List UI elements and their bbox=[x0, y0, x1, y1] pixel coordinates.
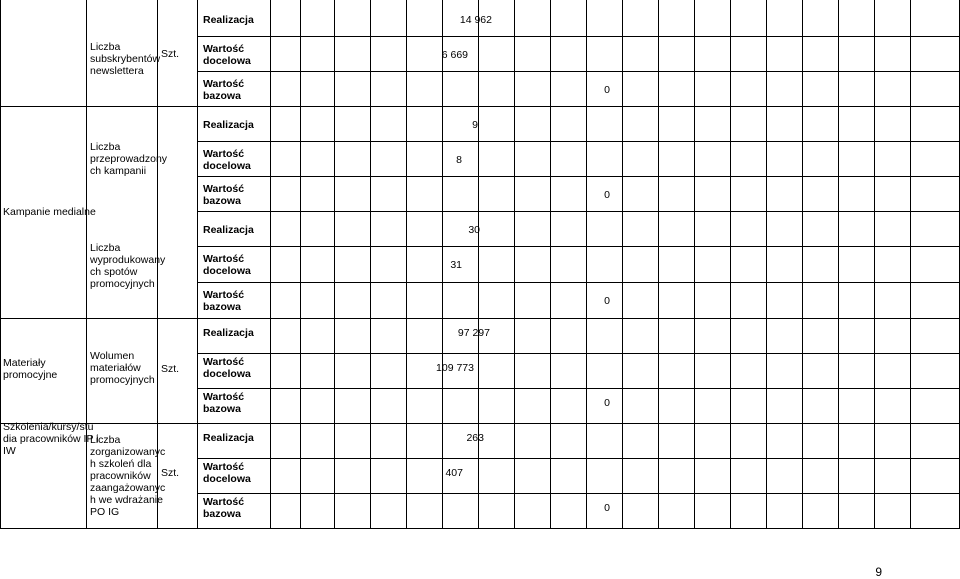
indicator-szkolenia: Liczba zorganizowanyc h szkoleń dla pracowników zaangażowanyc h we wdrażanie PO IG bbox=[90, 434, 166, 518]
category-materialy: Materiały promocyjne bbox=[3, 357, 58, 381]
docelowa-value: 109 773 bbox=[436, 362, 474, 374]
bazowa-label: Wartość bazowa bbox=[203, 183, 245, 207]
realizacja-label: Realizacja bbox=[203, 327, 254, 339]
docelowa-label: Wartość docelowa bbox=[203, 43, 251, 67]
realizacja-value: 14 962 bbox=[459, 14, 492, 26]
unit-newsletter: Szt. bbox=[161, 48, 180, 60]
category-szkolenia: Szkolenia/kursy/stu dia pracowników IP i IW bbox=[3, 421, 99, 457]
bazowa-value: 0 bbox=[604, 189, 610, 201]
realizacja-label: Realizacja bbox=[203, 119, 254, 131]
realizacja-value: 97 297 bbox=[457, 327, 490, 339]
docelowa-value: 6 669 bbox=[441, 49, 468, 61]
docelowa-value: 31 bbox=[450, 259, 462, 271]
indicator-wolumen: Wolumen materiałów promocyjnych bbox=[90, 350, 155, 386]
realizacja-label: Realizacja bbox=[203, 224, 254, 236]
docelowa-label: Wartość docelowa bbox=[203, 253, 251, 277]
bazowa-label: Wartość bazowa bbox=[203, 78, 245, 102]
bazowa-value: 0 bbox=[604, 397, 610, 409]
bazowa-label: Wartość bazowa bbox=[203, 289, 245, 313]
category-kampanie-medialne: Kampanie medialne bbox=[3, 206, 96, 218]
bazowa-value: 0 bbox=[604, 84, 610, 96]
bazowa-value: 0 bbox=[604, 502, 610, 514]
bazowa-label: Wartość bazowa bbox=[203, 496, 245, 520]
realizacja-value: 30 bbox=[468, 224, 480, 236]
realizacja-value: 263 bbox=[466, 432, 484, 444]
realizacja-value: 9 bbox=[472, 119, 478, 131]
unit-szkolenia: Szt. bbox=[161, 467, 180, 479]
bazowa-value: 0 bbox=[604, 295, 610, 307]
realizacja-label: Realizacja bbox=[203, 432, 254, 444]
docelowa-value: 407 bbox=[445, 467, 463, 479]
docelowa-value: 8 bbox=[456, 154, 462, 166]
docelowa-label: Wartość docelowa bbox=[203, 356, 251, 380]
indicator-spoty: Liczba wyprodukowany ch spotów promocyjnych bbox=[90, 242, 166, 290]
docelowa-label: Wartość docelowa bbox=[203, 461, 251, 485]
realizacja-label: Realizacja bbox=[203, 14, 254, 26]
indicator-newsletter: Liczba subskrybentów newslettera bbox=[90, 41, 161, 77]
bazowa-label: Wartość bazowa bbox=[203, 391, 245, 415]
unit-wolumen: Szt. bbox=[161, 363, 180, 375]
indicator-kampanie: Liczba przeprowadzony ch kampanii bbox=[90, 141, 168, 177]
page-number: 9 bbox=[875, 565, 882, 579]
docelowa-label: Wartość docelowa bbox=[203, 148, 251, 172]
